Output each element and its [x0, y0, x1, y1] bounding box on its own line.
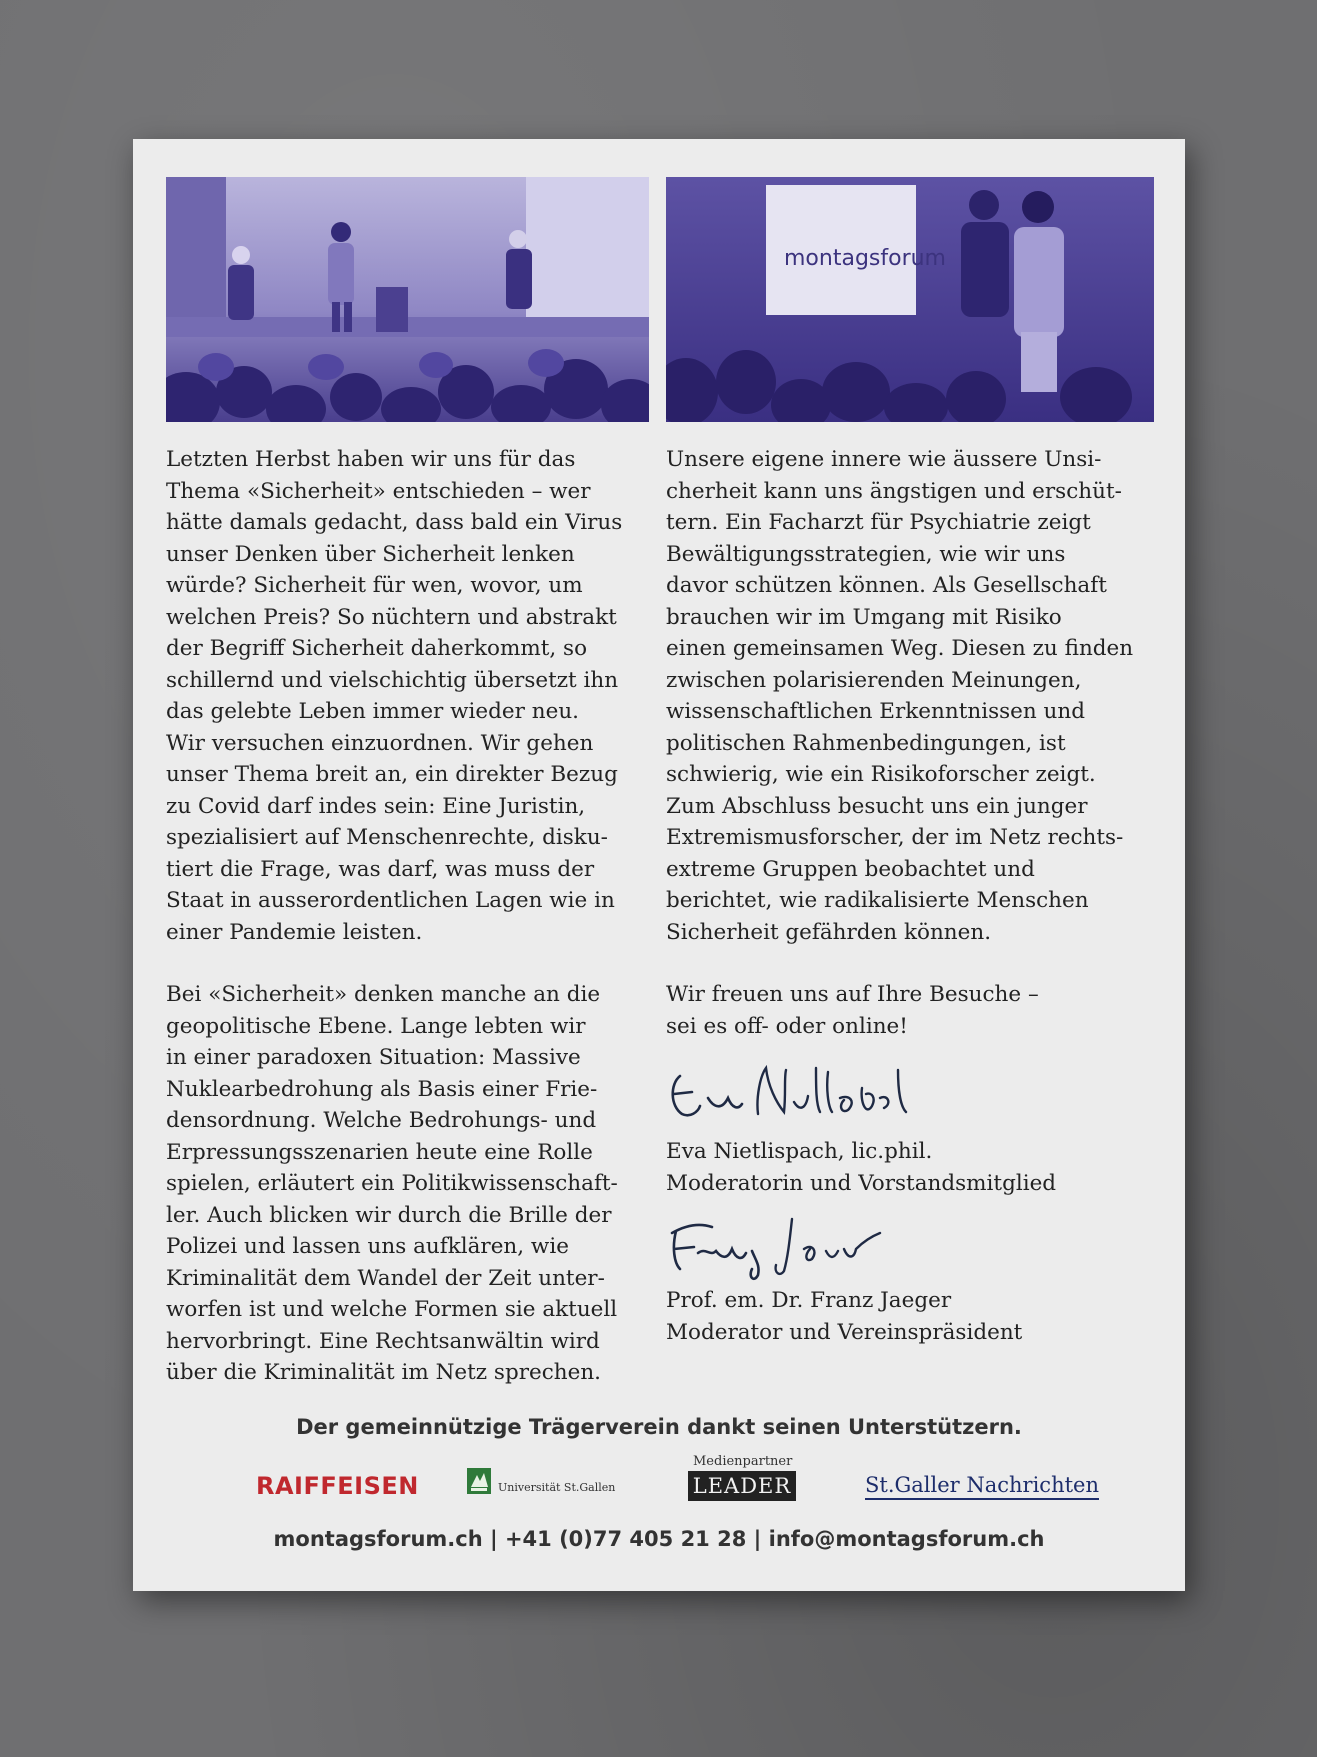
signatory-2-name: Prof. em. Dr. Franz Jaeger	[666, 1288, 952, 1313]
intro-paragraph-1: Letzten Herbst haben wir uns für das Thema «Sicherheit» entschieden – wer hätte damals gedacht, dass bald ein Virus unser Denken über Sicherheit lenken würde? Sicherheit für wen, wovor, um welchen Preis? So nüchtern und abstrakt der Begriff Sicherheit daherkommt, so schillernd und vielschichtig übersetzt ihn das gelebte Leben immer wieder neu. Wir versuchen einzuordnen. Wir gehen unser Thema breit an, ein direkter Bezug zu Covid darf indes sein: Eine Juristin, spezialisiert auf Menschenrechte, disku- tiert die Frage, was darf, was muss der Staat in ausserordentlichen Lagen wie in einer Pandemie leisten.	[166, 447, 623, 945]
signature-eva	[666, 1058, 1156, 1136]
intro-column-left	[166, 444, 656, 1389]
sponsor-thanks: Der gemeinnützige Trägerverein dankt seinen Unterstützern.	[296, 1415, 1022, 1439]
hsg-emblem-icon	[466, 1467, 492, 1495]
signature-franz	[666, 1207, 1156, 1285]
hsg-logo	[466, 1467, 615, 1495]
signatory-1-role: Moderatorin und Vorstandsmitglied	[666, 1170, 1057, 1196]
closing-paragraph: Wir freuen uns auf Ihre Besuche – sei es off- oder online!	[666, 982, 1039, 1039]
screen-text: montagsforum	[784, 246, 946, 271]
signatory-2-role: Moderator und Vereinspräsident	[666, 1319, 1023, 1345]
media-partner-label: Medienpartner	[693, 1454, 793, 1469]
stage-photo-right	[666, 177, 1154, 422]
intro-paragraph-2: Bei «Sicherheit» denken manche an die geopolitische Ebene. Lange lebten wir in einer paradoxen Situation: Massive Nuklearbedrohung als Basis einer Frie- densordnung. Welche Bedrohungs- und Erpressungsszenarien heute eine Rolle spielen, erläutert ein Politikwissenschaft- ler. Auch blicken wir durch die Brille der Polizei und lassen uns aufklären, wie Kriminalität dem Wandel der Zeit unter- worfen ist und welche Formen sie aktuell hervorbringt. Eine Rechtsanwältin wird über die Kriminalität im Netz sprechen.	[166, 982, 618, 1385]
signatory-1-name: Eva Nietlispach, lic.phil.	[666, 1139, 933, 1164]
hsg-name: Universität St.Gallen	[498, 1480, 616, 1494]
intro-column-right	[666, 444, 1156, 1348]
raiffeisen-logo: RAIFFEISEN	[256, 1472, 419, 1500]
flyer-page	[133, 139, 1185, 1591]
st-galler-nachrichten-logo: St.Galler Nachrichten	[865, 1473, 1099, 1500]
contact-line: montagsforum.ch | +41 (0)77 405 21 28 | info@montagsforum.ch	[273, 1527, 1045, 1551]
stage-photo-left	[166, 177, 649, 422]
leader-logo: LEADER	[688, 1471, 796, 1501]
intro-paragraph-3: Unsere eigene innere wie äussere Unsi- cherheit kann uns ängstigen und erschüt- tern. Ein Facharzt für Psychiatrie zeigt Bewältigungsstrategien, wie wir uns davor schützen können. Als Gesellschaft brauchen wir im Umgang mit Risiko einen gemeinsamen Weg. Diesen zu finden zwischen polarisierenden Meinungen, wissenschaftlichen Erkenntnissen und politischen Rahmenbedingungen, ist schwierig, wie ein Risikoforscher zeigt. Zum Abschluss besucht uns ein junger Extremismusforscher, der im Netz rechts- extreme Gruppen beobachtet und berichtet, wie radikalisierte Menschen Sicherheit gefährden können.	[666, 447, 1134, 945]
